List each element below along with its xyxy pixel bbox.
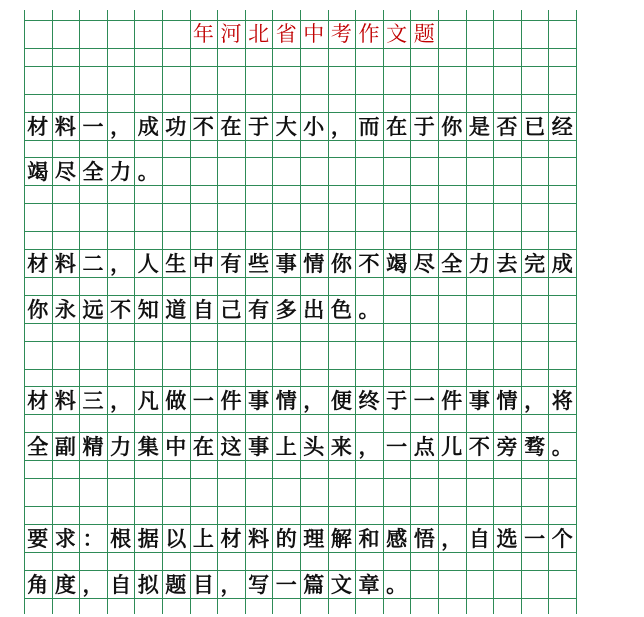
grid-cell-char: 头 [303,434,325,460]
grid-cell-char: 尽 [413,251,435,276]
grid-cell-char: 一 [386,434,408,460]
grid-cell-char: 料 [248,525,270,551]
grid-cell-char: 副 [54,434,76,460]
composition-grid-paper [24,10,576,614]
grid-cell-char: ， [441,525,463,551]
grid-cell-char: 中 [192,251,214,276]
grid-cell-char: 精 [82,434,104,460]
grid-cell-char: 角 [27,571,49,597]
title-year [134,21,189,48]
grid-cell-char: 求 [54,525,76,551]
grid-cell-char: 永 [54,296,76,322]
grid-cell-char: 一 [82,113,104,139]
grid-row-band [24,295,576,324]
grid-cell-char: 大 [275,113,297,139]
grid-row-band [24,157,576,186]
title-char: 河 [220,22,242,46]
grid-cell-char: 不 [110,296,132,322]
grid-cell-char: 多 [275,296,297,322]
grid-cell-char: 全 [441,251,463,276]
grid-cell-char: 料 [54,113,76,139]
grid-cell-char: 远 [82,296,104,322]
grid-cell-char: 事 [248,434,270,460]
grid-cell-char: 据 [137,525,159,551]
grid-cell-char: 道 [165,296,187,322]
grid-row-band [24,524,576,553]
grid-cell-char: 情 [275,388,297,414]
grid-column-line [576,10,577,614]
grid-cell-char: 全 [27,434,49,460]
grid-cell-char: 将 [551,388,573,414]
grid-cell-char: 不 [192,113,214,139]
grid-cell-char: 材 [27,251,49,276]
title-char: 省 [275,22,297,46]
grid-row-band [24,66,576,95]
grid-cell-char: 事 [275,251,297,276]
grid-cell-char: 情 [496,388,518,414]
grid-cell-char: 否 [496,113,518,139]
grid-cell-char: 集 [137,434,159,460]
grid-cell-char: 终 [358,388,380,414]
grid-cell-char: 事 [468,388,490,414]
grid-cell-char: 点 [413,434,435,460]
grid-cell-char: ， [110,388,132,414]
grid-cell-char: 件 [220,388,242,414]
grid-cell-char: 在 [220,113,242,139]
grid-cell-char: ， [524,388,546,414]
grid-cell-char: 些 [248,251,270,276]
grid-cell-char: 完 [524,251,546,276]
grid-cell-char: 做 [165,388,187,414]
grid-cell-char: 有 [220,251,242,276]
grid-cell-char: 不 [358,251,380,276]
title-char: 年 [192,22,214,46]
grid-cell-char: 不 [468,434,490,460]
grid-cell-char: 自 [468,525,490,551]
grid-cell-char: ， [82,571,104,597]
grid-cell-char: 力 [110,159,132,185]
grid-cell-char: 而 [358,113,380,139]
grid-cell-char: 二 [82,251,104,276]
grid-cell-char: 料 [54,251,76,276]
grid-row-band [24,341,576,370]
grid-cell-char: 色 [330,296,352,322]
grid-cell-char: 三 [82,388,104,414]
grid-cell-char: 上 [192,525,214,551]
grid-cell-char: 在 [386,113,408,139]
grid-cell-char: 成 [551,251,573,276]
grid-cell-char: 上 [275,434,297,460]
title-char: 题 [413,22,435,46]
grid-cell-char: 生 [165,251,187,276]
grid-cell-char: 有 [248,296,270,322]
grid-cell-char: 你 [441,113,463,139]
grid-cell-char: 人 [137,251,159,276]
grid-row-band [24,249,576,278]
grid-cell-char: 选 [496,525,518,551]
grid-cell-char: 解 [330,525,352,551]
grid-cell-char: 在 [192,434,214,460]
grid-cell-char: ： [82,525,104,551]
grid-cell-char: 己 [220,296,242,322]
grid-cell-char: 度 [54,571,76,597]
grid-cell-char: 来 [330,434,352,460]
grid-cell-char: 成 [137,113,159,139]
grid-cell-char: 经 [551,113,573,139]
grid-cell-char: 一 [192,388,214,414]
grid-cell-char: 小 [303,113,325,139]
grid-cell-char: 凡 [137,388,159,414]
grid-cell-char: 感 [386,525,408,551]
grid-cell-char: ， [110,251,132,276]
grid-cell-char: 悟 [413,525,435,551]
grid-cell-char: 你 [27,296,49,322]
grid-cell-char: 文 [330,571,352,597]
grid-cell-char: 于 [413,113,435,139]
grid-cell-char: 一 [413,388,435,414]
grid-cell-char: 题 [165,571,187,597]
grid-cell-char: 要 [27,525,49,551]
grid-cell-char: 旁 [496,434,518,460]
grid-cell-char: 便 [330,388,352,414]
grid-cell-char: 力 [110,434,132,460]
grid-cell-char: ， [330,113,352,139]
grid-cell-char: 力 [468,251,490,276]
grid-cell-char: 一 [275,571,297,597]
grid-row-band [24,112,576,141]
grid-cell-char: 。 [551,434,573,460]
grid-cell-char: 去 [496,251,518,276]
grid-cell-char: 于 [386,388,408,414]
title-char: 考 [330,22,352,46]
grid-cell-char: ， [220,571,242,597]
grid-cell-char: 于 [248,113,270,139]
grid-cell-char: 情 [303,251,325,276]
grid-cell-char: 料 [54,388,76,414]
grid-cell-char: 材 [27,388,49,414]
grid-cell-char: ， [303,388,325,414]
grid-cell-char: 篇 [303,571,325,597]
grid-cell-char: 竭 [386,251,408,276]
grid-cell-char: 件 [441,388,463,414]
grid-cell-char: 。 [137,159,159,185]
grid-cell-char: ， [358,434,380,460]
grid-cell-char: 章 [358,571,380,597]
title-char: 北 [248,22,270,46]
grid-cell-char: 功 [165,113,187,139]
grid-row-band [24,20,576,49]
grid-row-band [24,570,576,599]
grid-cell-char: 。 [358,296,380,322]
grid-cell-char: 拟 [137,571,159,597]
grid-cell-char: 写 [248,571,270,597]
grid-cell-char: 中 [165,434,187,460]
grid-cell-char: 儿 [441,434,463,460]
grid-cell-char: 的 [275,525,297,551]
grid-cell-char: 已 [524,113,546,139]
grid-row-band [24,386,576,415]
grid-cell-char: 事 [248,388,270,414]
grid-row-band [24,432,576,461]
grid-cell-char: 一 [524,525,546,551]
title-char: 中 [303,22,325,46]
grid-row-band [24,203,576,232]
grid-cell-char: 你 [330,251,352,276]
grid-cell-char: 自 [110,571,132,597]
grid-cell-char: 出 [303,296,325,322]
title-char: 作 [358,22,380,46]
grid-cell-char: 个 [551,525,573,551]
title-char: 文 [386,22,408,46]
grid-cell-char: 以 [165,525,187,551]
grid-cell-char: 。 [386,571,408,597]
grid-cell-char: 和 [358,525,380,551]
grid-row-band [24,478,576,507]
grid-cell-char: 材 [27,113,49,139]
grid-cell-char: 理 [303,525,325,551]
grid-cell-char: 目 [192,571,214,597]
grid-cell-char: 这 [220,434,242,460]
grid-cell-char: 是 [468,113,490,139]
grid-cell-char: 尽 [54,159,76,185]
grid-cell-char: 知 [137,296,159,322]
grid-cell-char: 全 [82,159,104,185]
grid-cell-char: ， [110,113,132,139]
grid-cell-char: 竭 [27,159,49,185]
grid-cell-char: 根 [110,525,132,551]
grid-cell-char: 骛 [524,434,546,460]
grid-cell-char: 材 [220,525,242,551]
grid-cell-char: 自 [192,296,214,322]
